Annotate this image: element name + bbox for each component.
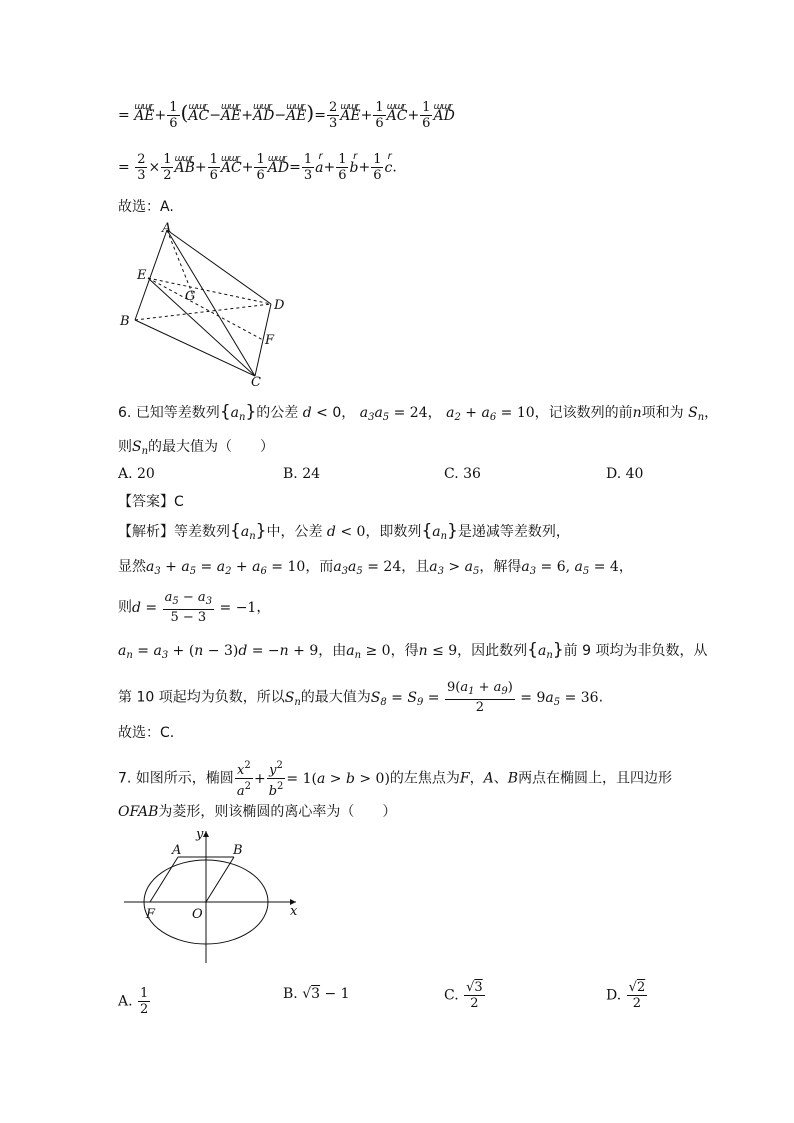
ellipse-figure	[118, 825, 308, 967]
analysis-text: 的最大值为	[300, 689, 371, 706]
analysis-text: ，由	[318, 643, 347, 659]
option-label: C.	[444, 987, 459, 1004]
vector-a: r a	[315, 158, 323, 178]
label-a: A	[172, 843, 182, 858]
label-c: C	[251, 375, 261, 390]
label-a: A	[162, 221, 172, 236]
label-o: O	[192, 907, 203, 922]
q6-option-b	[283, 466, 320, 482]
option-value: 24	[302, 466, 321, 482]
vector-ad: ɯɯɽ AD	[268, 158, 289, 178]
q6-stem-text: 已知等差数列	[135, 405, 220, 421]
y-axis-arrow-icon	[203, 831, 209, 837]
q6-analysis-line-1: 【解析】等差数列$\{a_n\}$中，公差 d < 0，即数列$\{a_n\}$是递减等差数列，	[118, 521, 570, 542]
option-value-half: $\frac{1}{2}$	[140, 986, 149, 1017]
vector-ae: ɯɯɽ AE	[286, 106, 306, 126]
option-value-sqrt3-minus-1: √3 − 1	[302, 986, 350, 1002]
vector-ae: ɯɯɽ AE	[221, 106, 241, 126]
edge-bc	[135, 320, 255, 376]
q6-option-a	[118, 466, 155, 482]
option-value-sqrt2-over-2: $\frac{√2}{2}$	[628, 980, 646, 1011]
equals-sign: =	[118, 107, 130, 124]
label-y: y	[196, 827, 204, 842]
option-label: D.	[606, 466, 622, 482]
vector-c: r c	[384, 158, 392, 178]
vector-ac: ɯɯɽ AC	[188, 106, 209, 126]
option-label: A.	[118, 993, 133, 1010]
vector-ae: ɯɯɽ AE	[134, 106, 154, 126]
fraction-1-6: $\frac{1}{6}$	[375, 100, 384, 131]
fraction-2-3: $\frac{2}{3}$	[328, 100, 338, 131]
analysis-text: 前 9 项均为非负数，从	[563, 643, 708, 659]
segment-fa	[150, 857, 178, 902]
option-label: C.	[444, 466, 459, 482]
fraction-1-6: $\frac{1}{6}$	[373, 152, 382, 183]
q6-stem-text: ，	[704, 405, 719, 421]
analysis-text: ，即数列	[365, 524, 422, 540]
label-d: D	[274, 298, 285, 313]
q7-stem-text: 两点在椭圆上，且四边形	[518, 770, 673, 787]
q7-option-c	[444, 980, 486, 1011]
option-value-sqrt3-over-2: $\frac{√3}{2}$	[466, 980, 483, 1011]
vector-b: r b	[349, 158, 358, 178]
q7-option-b	[283, 986, 350, 1002]
geometry-figure-tetrahedron	[115, 220, 290, 390]
q7-stem-text: 的左焦点为	[389, 770, 460, 787]
option-label: A.	[118, 466, 133, 482]
q6-option-c	[444, 466, 481, 482]
analysis-text: ，因此数列	[457, 643, 528, 659]
fraction-1-6: $\frac{1}{6}$	[338, 152, 347, 183]
label-b: B	[233, 843, 243, 858]
q6-stem-line-1: 6. 已知等差数列$\{a_n\}$的公差 d < 0， $a_3a_5 = 24$， $a_2 + a_6 = 10$，记该数列的前n项和为 $S_n$，	[118, 402, 719, 423]
edge-ac	[167, 230, 255, 376]
fraction-1-3: $\frac{1}{3}$	[303, 152, 313, 183]
analysis-text: 等差数列	[174, 524, 230, 540]
label-e: E	[137, 268, 147, 283]
option-label: B.	[283, 466, 298, 482]
q6-stem-text: 项和为	[641, 405, 684, 421]
analysis-text: ，且	[401, 559, 430, 575]
analysis-text: 则	[118, 599, 132, 616]
vector-ae: ɯɯɽ AE	[340, 106, 360, 126]
analysis-text: ，解得	[479, 559, 522, 575]
edge-bd	[135, 304, 271, 320]
fraction-2-3: $\frac{2}{3}$	[137, 152, 146, 183]
fraction-1-2: $\frac{1}{2}$	[163, 152, 172, 183]
option-label: D.	[606, 987, 622, 1004]
q6-stem-text: ，记该数列的前	[534, 405, 633, 421]
q7-option-d	[606, 980, 648, 1011]
q7-option-a	[118, 986, 151, 1017]
fraction-1-6: $\frac{1}{6}$	[256, 152, 265, 183]
q7-number: 7.	[118, 770, 132, 787]
label-f: F	[265, 333, 275, 348]
q7-stem-text: 为菱形，则该椭圆的离心率为（ ）	[158, 804, 397, 820]
option-label: B.	[283, 986, 298, 1002]
analysis-text: 中，公差	[266, 524, 323, 540]
vector-ad: ɯɯɽ AD	[433, 106, 454, 126]
equals-sign: =	[118, 159, 130, 176]
label-b: B	[120, 314, 130, 329]
vector-ad: ɯɯɽ AD	[253, 106, 274, 126]
fraction-1-6: $\frac{1}{6}$	[422, 100, 431, 131]
q7-stem-text: 如图所示，椭圆	[135, 770, 234, 787]
q6-stem-line-2: 则$S_n$的最大值为（ ）	[118, 439, 275, 457]
analysis-text: ，得	[390, 643, 419, 659]
segment-bo	[206, 857, 234, 902]
vector-ac: ɯɯɽ AC	[221, 158, 242, 178]
q7-stem-text: 、	[493, 770, 508, 787]
analysis-text: ，而	[305, 559, 334, 575]
derivation-line-2: = $\frac{2}{3}$ × $\frac{1}{2}$ ɯɯɽ AB+ $\frac{1}{6}$ ɯɯɽ AC+ $\frac{1}{6}$ ɯɯɽ AD= $\frac{1}{3}$ r a+ $\frac{1}{6}$ r b+ $\frac{1}{6}$ r c.	[118, 152, 397, 183]
q6-analysis-line-4: $a_n = a_3 + (n - 3)d = -n + 9$，由$a_n \ge 0$，得n ≤ 9，因此数列$\{a_n\}$前 9 项均为非负数，从	[118, 640, 708, 661]
derivation-line-1: = ɯɯɽ AE+ $\frac{1}{6}$ (ɯɯɽ AC−ɯɯɽ AE+ɯɯɽ AD−ɯɯɽ AE)= $\frac{2}{3}$ ɯɯɽ AE+ $\frac{1}{6}$ ɯɯɽ AC+ $\frac{1}{6}$ ɯɯɽ AD	[118, 100, 455, 131]
label-g: G	[185, 289, 196, 304]
q6-analysis-line-2: 显然$a_3 + a_5 = a_2 + a_6 = 10$，而$a_3a_5 = 24$，且$a_3 > a_5$，解得$a_3 = 6$, $a_5 = 4$，	[118, 559, 633, 577]
option-value: 20	[137, 466, 155, 482]
q6-answer: 【答案】C	[118, 494, 184, 510]
label-x: x	[290, 904, 298, 919]
derivation-conclusion: 故选：A.	[118, 199, 174, 215]
q7-stem-line-2: OFAB为菱形，则该椭圆的离心率为（ ）	[118, 804, 397, 820]
analysis-text: 第 10 项起均为负数，所以	[118, 689, 285, 706]
label-f: F	[146, 907, 156, 922]
option-value: 36	[463, 466, 481, 482]
q6-stem-text: 则	[118, 439, 132, 455]
q6-conclusion: 故选：C.	[118, 725, 175, 741]
q6-stem-text: 的最大值为（ ）	[148, 439, 275, 455]
vector-ac: ɯɯɽ AC	[387, 106, 408, 126]
analysis-label: 【解析】	[118, 524, 174, 540]
q6-analysis-line-3: 则d = $\frac{a_5 - a_3}{5 - 3}$ = −1，	[118, 590, 271, 625]
analysis-text: 是递减等差数列，	[457, 524, 570, 540]
q6-number: 6.	[118, 405, 132, 421]
fraction-1-6: $\frac{1}{6}$	[169, 100, 178, 131]
vector-ab: ɯɯɽ AB	[174, 158, 194, 178]
option-value: 40	[625, 466, 644, 482]
fraction-1-6: $\frac{1}{6}$	[209, 152, 218, 183]
q6-analysis-line-5: 第 10 项起均为负数，所以$S_n$的最大值为$S_8 = S_9$ = $\frac{9(a_1 + a_9)}{2}$ = $9a_5 = 36$.	[118, 680, 604, 715]
q6-stem-text: 的公差	[256, 405, 299, 421]
q6-option-d	[606, 466, 643, 482]
analysis-text: 显然	[118, 559, 146, 575]
q7-stem-line-1: 7. 如图所示，椭圆 $\frac{x^2}{a^2}$ + $\frac{y^2}{b^2}$ = 1(a > b > 0)的左焦点为F，A、B两点在椭圆上，且四边形	[118, 760, 673, 799]
